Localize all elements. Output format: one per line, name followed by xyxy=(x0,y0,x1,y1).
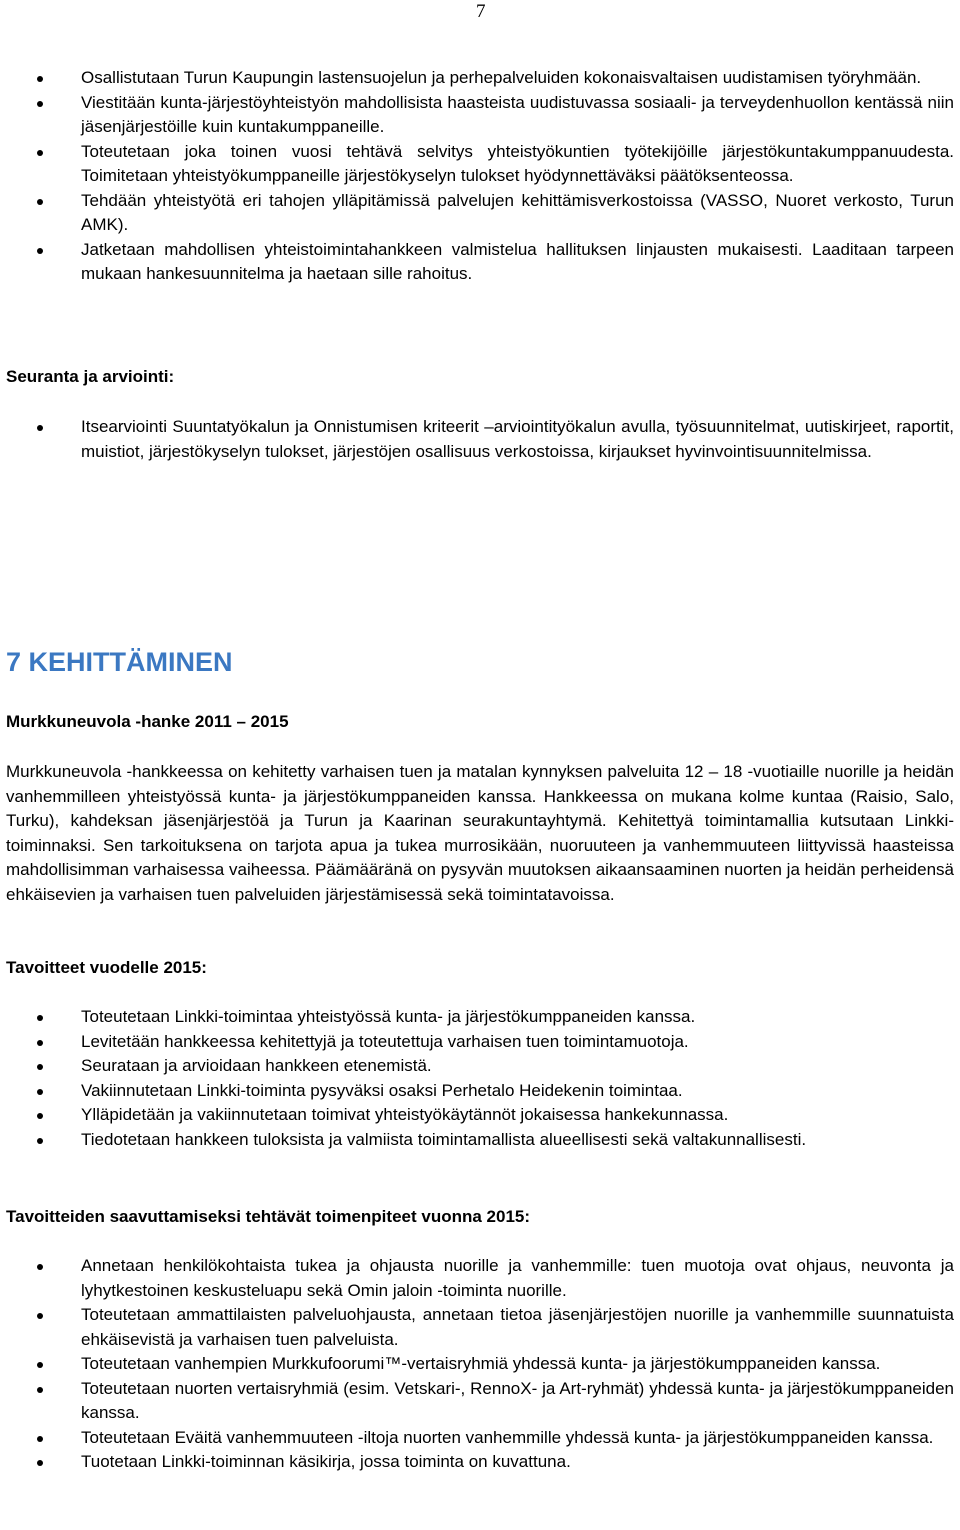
intro-bullet-list xyxy=(6,66,954,287)
list-item: Toteutetaan Linkki-toimintaa yhteistyössä kunta- ja järjestökumppaneiden kanssa. xyxy=(6,1005,954,1030)
page-number: 7 xyxy=(476,1,486,22)
list-item: Toteutetaan nuorten vertaisryhmiä (esim. Vetskari-, RennoX- ja Art-ryhmät) yhdessä kunta- ja järjestökumppaneiden kanssa. xyxy=(6,1377,954,1426)
seuranta-bullet-list xyxy=(6,415,954,464)
actions-bullet-list xyxy=(6,1254,954,1475)
project-description: Murkkuneuvola -hankkeessa on kehitetty varhaisen tuen ja matalan kynnyksen palveluita 12 – 18 -vuotiaille nuorille ja heidän vanhemmilleen yhteistyössä kunta- ja järjestökumppaneiden kanssa. Hankkeessa on mukana kolme kuntaa (Raisio, Salo, Turku), kahdeksan jäsenjärjestöä ja Turun ja Kaarinan seurakuntayhtymä. Kehitettyä toimintamallia kutsutaan Linkki-toiminnaksi. Sen tarkoituksena on tarjota apua ja tukea murrosikään, nuoruuteen ja vanhemmuuteen liittyvissä haasteissa mahdollisimman varhaisessa vaiheessa. Päämääränä on pysyvän muutoksen aikaansaaminen nuorten ja heidän perheidensä ehkäisevien ja varhaisen tuen palveluiden järjestämisessä sekä toimintatavoissa. xyxy=(6,762,954,904)
list-item: Itsearviointi Suuntatyökalun ja Onnistumisen kriteerit –arviointityökalun avulla, työsuunnitelmat, uutiskirjeet, raportit, muistiot, järjestökyselyn tulokset, järjestöjen osallisuus verkostoissa, kirjaukset hyvinvointisuunnitelmissa. xyxy=(6,415,954,464)
list-item: Ylläpidetään ja vakiinnutetaan toimivat yhteistyökäytännöt jokaisessa hankekunnassa. xyxy=(6,1103,954,1128)
list-item: Levitetään hankkeessa kehitettyjä ja toteutettuja varhaisen tuen toimintamuotoja. xyxy=(6,1030,954,1055)
list-item: Toteutetaan joka toinen vuosi tehtävä selvitys yhteistyökuntien työtekijöille järjestökuntakumppanuudesta. Toimitetaan yhteistyökumppaneille järjestökyselyn tulokset hyödynnettäväksi päätöksenteossa. xyxy=(6,140,954,189)
list-item: Viestitään kunta-järjestöyhteistyön mahdollisista haasteista uudistuvassa sosiaali- ja terveydenhuollon kentässä niin jäsenjärjestöille kuin kuntakumppaneille. xyxy=(6,91,954,140)
list-item: Tuotetaan Linkki-toiminnan käsikirja, jossa toiminta on kuvattuna. xyxy=(6,1450,954,1475)
list-item: Vakiinnutetaan Linkki-toiminta pysyväksi osaksi Perhetalo Heidekenin toimintaa. xyxy=(6,1079,954,1104)
list-item: Annetaan henkilökohtaista tukea ja ohjausta nuorille ja vanhemmille: tuen muotoja ovat ohjaus, neuvonta ja lyhytkestoinen keskusteluapu sekä Omin jaloin -toiminta nuorille. xyxy=(6,1254,954,1303)
actions-heading: Tavoitteiden saavuttamiseksi tehtävät toimenpiteet vuonna 2015: xyxy=(6,1207,531,1226)
seuranta-heading: Seuranta ja arviointi: xyxy=(6,367,175,386)
list-item: Osallistutaan Turun Kaupungin lastensuojelun ja perhepalveluiden kokonaisvaltaisen uudistamisen työryhmään. xyxy=(6,66,954,91)
list-item: Jatketaan mahdollisen yhteistoimintahankkeen valmistelua hallituksen linjausten mukaisesti. Laaditaan tarpeen mukaan hankesuunnitelma ja haetaan sille rahoitus. xyxy=(6,238,954,287)
list-item: Tiedotetaan hankkeen tuloksista ja valmiista toimintamallista alueellisesti sekä valtakunnallisesti. xyxy=(6,1128,954,1153)
goals-bullet-list xyxy=(6,1005,954,1152)
list-item: Toteutetaan vanhempien Murkkufoorumi™-vertaisryhmiä yhdessä kunta- ja järjestökumppaneiden kanssa. xyxy=(6,1352,954,1377)
chapter-title: 7 KEHITTÄMINEN xyxy=(6,647,233,677)
project-heading: Murkkuneuvola -hanke 2011 – 2015 xyxy=(6,712,289,731)
list-item: Tehdään yhteistyötä eri tahojen ylläpitämissä palvelujen kehittämisverkostoissa (VASSO, Nuoret verkosto, Turun AMK). xyxy=(6,189,954,238)
list-item: Toteutetaan ammattilaisten palveluohjausta, annetaan tietoa jäsenjärjestöjen nuorille ja vanhemmille suunnatuista ehkäisevistä ja varhaisen tuen palveluista. xyxy=(6,1303,954,1352)
list-item: Toteutetaan Eväitä vanhemmuuteen -iltoja nuorten vanhemmille yhdessä kunta- ja järjestökumppaneiden kanssa. xyxy=(6,1426,954,1451)
list-item: Seurataan ja arvioidaan hankkeen etenemistä. xyxy=(6,1054,954,1079)
goals-heading: Tavoitteet vuodelle 2015: xyxy=(6,958,207,977)
project-description-block xyxy=(6,760,954,907)
